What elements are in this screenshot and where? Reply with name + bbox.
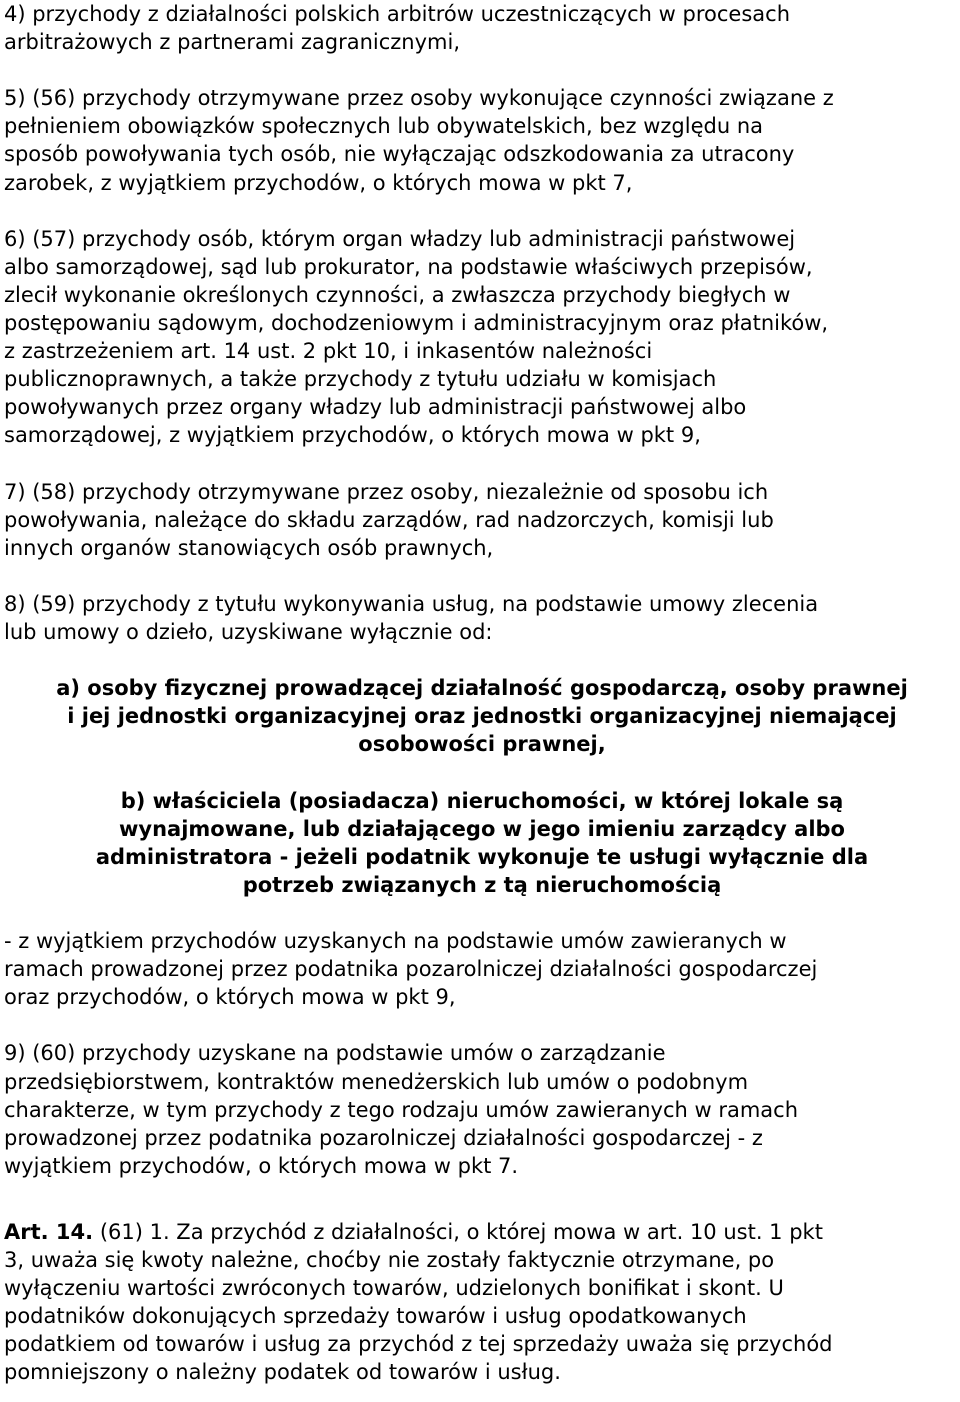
spacer xyxy=(4,197,960,225)
spacer xyxy=(4,450,960,478)
spacer xyxy=(4,56,960,84)
document-page xyxy=(4,0,960,1387)
spacer xyxy=(4,562,960,590)
spacer xyxy=(4,759,960,787)
item-9: 9) (60) przychody uzyskane na podstawie umów o zarządzanie przedsiębiorstwem, kontraktów menedżerskich lub umów o podobnym charakterze, w tym przychody z tego rodzaju umów zawieranych w ramach prowadzonej przez podatnika pozarolniczej działalności gospodarczej - z wyjątkiem przychodów, o których mowa w pkt 7. xyxy=(4,1041,799,1178)
spacer xyxy=(4,899,960,927)
item-8-exception: - z wyjątkiem przychodów uzyskanych na podstawie umów zawieranych w ramach prowadzonej przez podatnika pozarolniczej działalności gospodarczej oraz przychodów, o których mowa w pkt 9, xyxy=(4,929,818,1010)
art-14-text: (61) 1. Za przychód z działalności, o której mowa w art. 10 ust. 1 pkt 3, uważa się kwoty należne, choćby nie zostały faktycznie otrzymane, po wyłączeniu wartości zwróconych towarów, udzielonych bonifikat i skont. U podatników dokonujących sprzedaży towarów i usług opodatkowanych podatkiem od towarów i usług za przychód z tej sprzedaży uważa się przychód pomniejszony o należny podatek od towarów i usług. xyxy=(4,1219,833,1385)
item-8b: b) właściciela (posiadacza) nieruchomości, w której lokale są wynajmowane, lub działającego w jego imieniu zarządcy albo administratora - jeżeli podatnik wykonuje te usługi wyłącznie dla potrzeb związanych z tą nieruchomością xyxy=(95,788,869,897)
art-14-paragraph xyxy=(4,1218,960,1387)
item-4: 4) przychody z działalności polskich arbitrów uczestniczących w procesach arbitrażowych z partnerami zagranicznymi, xyxy=(4,2,791,55)
item-6: 6) (57) przychody osób, którym organ władzy lub administracji państwowej albo samorządowej, sąd lub prokurator, na podstawie właściwych przepisów, zlecił wykonanie określonych czynności, a zwłaszcza przychody biegłych w postępowaniu sądowym, dochodzeniowym i administracyjnym oraz płatników, z zastrzeżeniem art. 14 ust. 2 pkt 10, i inkasentów należności publicznoprawnych, a także przychody z tytułu udziału w komisjach powoływanych przez organy władzy lub administracji państwowej albo samorządowej, z wyjątkiem przychodów, o których mowa w pkt 9, xyxy=(4,226,829,448)
item-8: 8) (59) przychody z tytułu wykonywania usług, na podstawie umowy zlecenia lub umowy o dzieło, uzyskiwane wyłącznie od: xyxy=(4,591,819,645)
spacer xyxy=(4,1180,960,1218)
art-14-label: Art. 14. xyxy=(4,1219,94,1244)
item-8a: a) osoby fizycznej prowadzącej działalność gospodarczą, osoby prawnej i jej jednostki organizacyjnej oraz jednostki organizacyjnej niemającej osobowości prawnej, xyxy=(56,676,908,757)
item-7: 7) (58) przychody otrzymywane przez osoby, niezależnie od sposobu ich powoływania, należące do składu zarządów, rad nadzorczych, komisji lub innych organów stanowiących osób prawnych, xyxy=(4,479,774,560)
spacer xyxy=(4,646,960,674)
item-5: 5) (56) przychody otrzymywane przez osoby wykonujące czynności związane z pełnieniem obowiązków społecznych lub obywatelskich, bez względu na sposób powoływania tych osób, nie wyłączając odszkodowania za utracony zarobek, z wyjątkiem przychodów, o których mowa w pkt 7, xyxy=(4,86,834,195)
spacer xyxy=(4,1011,960,1039)
